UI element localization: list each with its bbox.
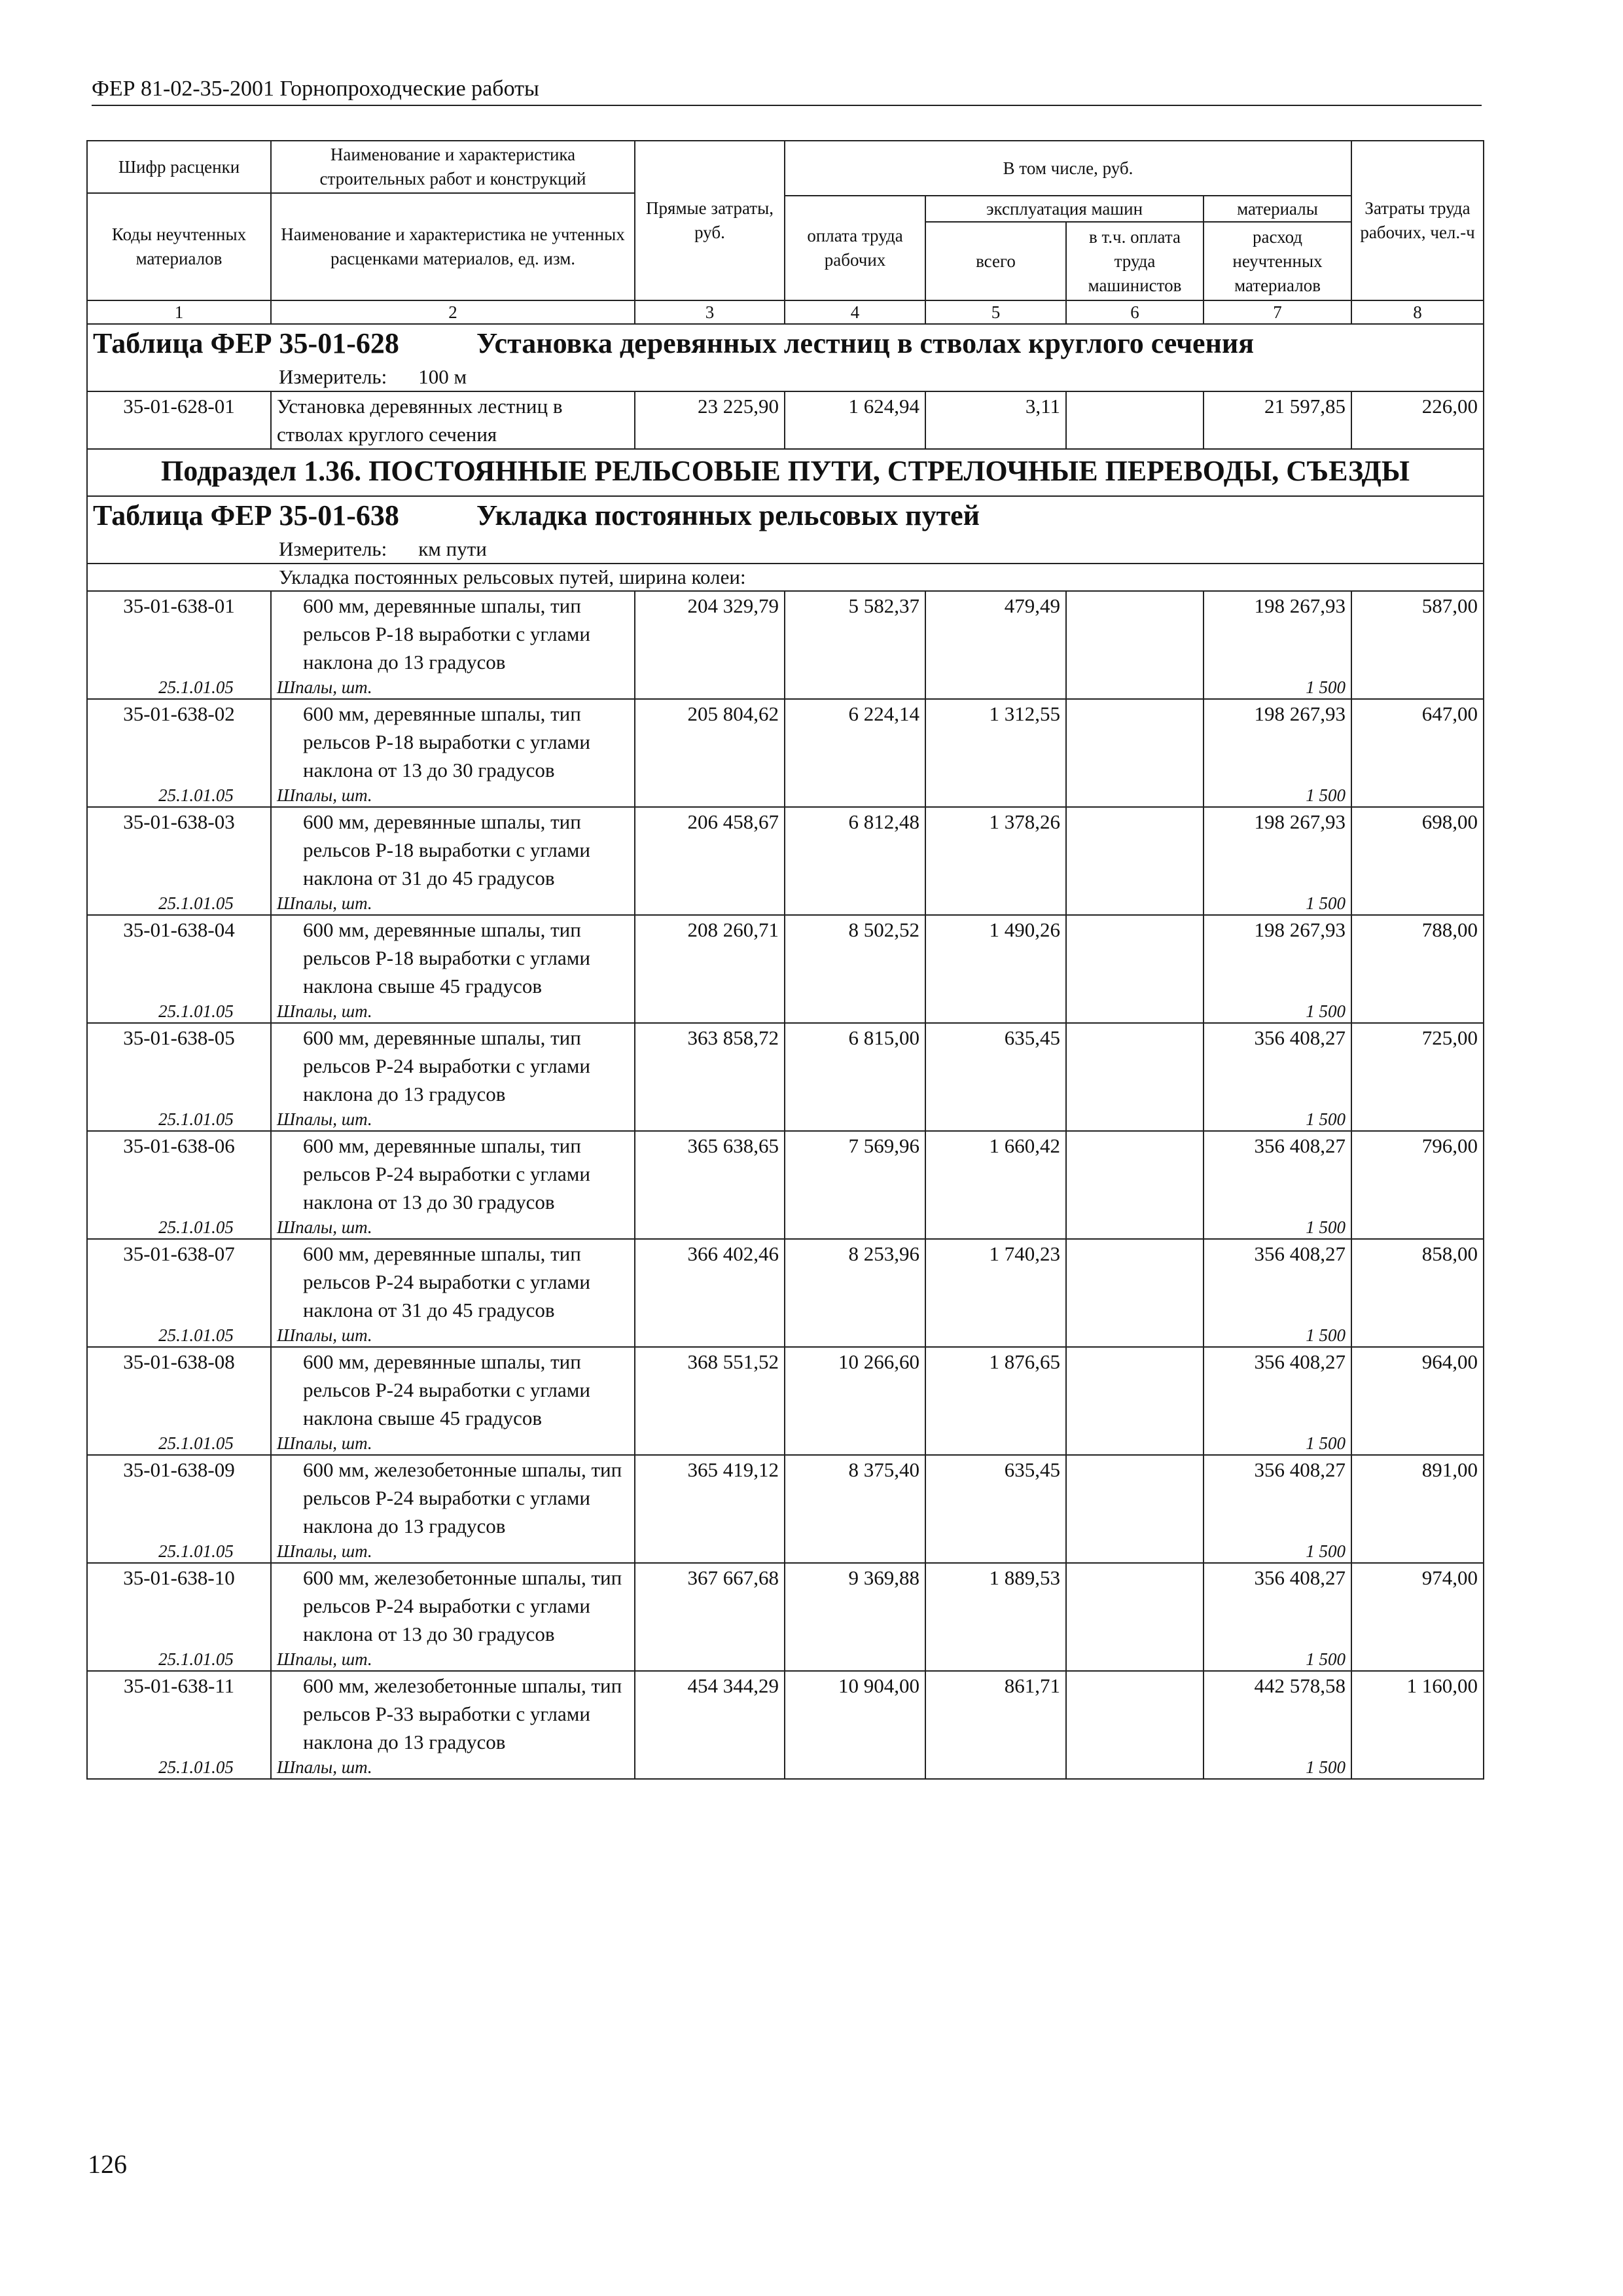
machinists-pay: [1066, 1455, 1204, 1540]
labor-hours: 788,00: [1351, 915, 1484, 1000]
empty-cell: [1066, 1648, 1204, 1671]
material-row: [87, 784, 1484, 807]
direct-costs: 208 260,71: [635, 915, 785, 1000]
rate-name: 600 мм, железобетонные шпалы, тип рельсов Р-24 выработки с углами наклона от 13 до 30 градусов: [271, 1563, 635, 1648]
labor-pay: 6 815,00: [785, 1023, 925, 1108]
machines-total: 1 490,26: [925, 915, 1066, 1000]
empty-cell: [925, 1648, 1066, 1671]
rate-name: 600 мм, деревянные шпалы, тип рельсов Р-24 выработки с углами наклона от 31 до 45 градусов: [271, 1239, 635, 1324]
empty-cell: [1351, 1216, 1484, 1239]
direct-costs: 367 667,68: [635, 1563, 785, 1648]
material-quantity: 1 500: [1204, 784, 1351, 807]
materials: 198 267,93: [1204, 591, 1351, 676]
empty-cell: [1351, 1108, 1484, 1131]
meter-row: [87, 535, 1484, 564]
labor-hours: 796,00: [1351, 1131, 1484, 1216]
labor-pay: 8 253,96: [785, 1239, 925, 1324]
meter-unit: км пути: [418, 537, 487, 560]
empty-cell: [785, 1540, 925, 1563]
empty-cell: [1351, 1756, 1484, 1779]
rate-name: 600 мм, деревянные шпалы, тип рельсов Р-18 выработки с углами наклона от 31 до 45 градусов: [271, 807, 635, 892]
materials: 356 408,27: [1204, 1023, 1351, 1108]
empty-cell: [925, 892, 1066, 915]
column-number: 8: [1351, 300, 1484, 324]
labor-hours: 891,00: [1351, 1455, 1484, 1540]
machines-total: 1 660,42: [925, 1131, 1066, 1216]
direct-costs: 366 402,46: [635, 1239, 785, 1324]
empty-cell: [1351, 1648, 1484, 1671]
table-name: Установка деревянных лестниц в стволах круглого сечения: [476, 327, 1255, 359]
rate-code: 35-01-638-07: [87, 1239, 271, 1324]
material-name: Шпалы, шт.: [271, 1756, 635, 1779]
rate-name: Установка деревянных лестниц в стволах круглого сечения: [271, 391, 635, 449]
labor-hours: 647,00: [1351, 699, 1484, 784]
machines-total: 1 740,23: [925, 1239, 1066, 1324]
empty-cell: [1066, 1324, 1204, 1347]
machines-total: 861,71: [925, 1671, 1066, 1756]
empty-cell: [925, 1216, 1066, 1239]
empty-cell: [635, 1540, 785, 1563]
material-row: [87, 1432, 1484, 1455]
table-row: [87, 1239, 1484, 1324]
labor-hours: 858,00: [1351, 1239, 1484, 1324]
empty-cell: [1351, 892, 1484, 915]
machinists-pay: [1066, 1347, 1204, 1432]
material-row: [87, 676, 1484, 699]
material-code: 25.1.01.05: [87, 1432, 271, 1455]
material-name: Шпалы, шт.: [271, 1324, 635, 1347]
labor-pay: 5 582,37: [785, 591, 925, 676]
material-row: [87, 1108, 1484, 1131]
material-quantity: 1 500: [1204, 676, 1351, 699]
direct-costs: 454 344,29: [635, 1671, 785, 1756]
materials: 356 408,27: [1204, 1131, 1351, 1216]
machinists-pay: [1066, 807, 1204, 892]
labor-pay: 8 375,40: [785, 1455, 925, 1540]
empty-cell: [635, 1432, 785, 1455]
empty-cell: [1066, 1540, 1204, 1563]
material-code: 25.1.01.05: [87, 784, 271, 807]
empty-cell: [1066, 1108, 1204, 1131]
rate-code: 35-01-638-11: [87, 1671, 271, 1756]
machinists-pay: [1066, 591, 1204, 676]
table-body: [87, 141, 1484, 1779]
table-row: [87, 1455, 1484, 1540]
material-row: [87, 1324, 1484, 1347]
page-number: 126: [88, 2149, 127, 2179]
rates-table-wrap: [86, 140, 1483, 1780]
rate-name: 600 мм, деревянные шпалы, тип рельсов Р-24 выработки с углами наклона свыше 45 градусов: [271, 1347, 635, 1432]
material-name: Шпалы, шт.: [271, 1216, 635, 1239]
material-quantity: 1 500: [1204, 1432, 1351, 1455]
column-number: 6: [1066, 300, 1204, 324]
empty-cell: [785, 1324, 925, 1347]
machines-total: 479,49: [925, 591, 1066, 676]
empty-cell: [635, 676, 785, 699]
rate-code: 35-01-638-01: [87, 591, 271, 676]
materials: 198 267,93: [1204, 807, 1351, 892]
material-quantity: 1 500: [1204, 1540, 1351, 1563]
machinists-pay: [1066, 1023, 1204, 1108]
empty-cell: [785, 1216, 925, 1239]
material-name: Шпалы, шт.: [271, 784, 635, 807]
machines-total: 1 378,26: [925, 807, 1066, 892]
material-code: 25.1.01.05: [87, 1216, 271, 1239]
materials: 356 408,27: [1204, 1347, 1351, 1432]
header-direct-costs: Прямые затраты, руб.: [635, 141, 785, 300]
direct-costs: 363 858,72: [635, 1023, 785, 1108]
column-number: 4: [785, 300, 925, 324]
table-title-628: [87, 324, 1484, 363]
machines-total: 1 889,53: [925, 1563, 1066, 1648]
header-code: Шифр расценки: [87, 141, 271, 193]
rate-code: 35-01-638-06: [87, 1131, 271, 1216]
empty-cell: [1351, 784, 1484, 807]
labor-pay: 6 812,48: [785, 807, 925, 892]
material-quantity: 1 500: [1204, 1216, 1351, 1239]
empty-cell: [635, 1216, 785, 1239]
material-name: Шпалы, шт.: [271, 892, 635, 915]
header-materials-unaccounted: расход неучтенных материалов: [1204, 222, 1351, 300]
empty-cell: [925, 676, 1066, 699]
empty-cell: [635, 1756, 785, 1779]
empty-cell: [785, 1648, 925, 1671]
labor-pay: 1 624,94: [785, 391, 925, 449]
materials: 356 408,27: [1204, 1563, 1351, 1648]
direct-costs: 205 804,62: [635, 699, 785, 784]
empty-cell: [785, 1108, 925, 1131]
material-name: Шпалы, шт.: [271, 676, 635, 699]
labor-pay: 9 369,88: [785, 1563, 925, 1648]
header-labor-costs: Затраты труда рабочих, чел.-ч: [1351, 141, 1484, 300]
labor-pay: 10 266,60: [785, 1347, 925, 1432]
column-number: 5: [925, 300, 1066, 324]
meter-label: Измеритель:: [279, 537, 387, 560]
empty-cell: [1351, 676, 1484, 699]
rate-code: 35-01-628-01: [87, 391, 271, 449]
material-code: 25.1.01.05: [87, 1648, 271, 1671]
labor-hours: 226,00: [1351, 391, 1484, 449]
empty-cell: [635, 784, 785, 807]
empty-cell: [925, 1000, 1066, 1023]
empty-cell: [1351, 1324, 1484, 1347]
material-name: Шпалы, шт.: [271, 1108, 635, 1131]
rate-name: 600 мм, деревянные шпалы, тип рельсов Р-18 выработки с углами наклона до 13 градусов: [271, 591, 635, 676]
rate-code: 35-01-638-03: [87, 807, 271, 892]
column-number: 3: [635, 300, 785, 324]
empty-cell: [1351, 1000, 1484, 1023]
empty-cell: [635, 892, 785, 915]
rate-code: 35-01-638-04: [87, 915, 271, 1000]
machines-total: 3,11: [925, 391, 1066, 449]
direct-costs: 204 329,79: [635, 591, 785, 676]
machines-total: 1 312,55: [925, 699, 1066, 784]
labor-hours: 974,00: [1351, 1563, 1484, 1648]
machines-total: 635,45: [925, 1023, 1066, 1108]
header-machinists-pay: в т.ч. оплата труда машинистов: [1066, 222, 1204, 300]
material-name: Шпалы, шт.: [271, 1540, 635, 1563]
material-quantity: 1 500: [1204, 1756, 1351, 1779]
rate-name: 600 мм, железобетонные шпалы, тип рельсов Р-24 выработки с углами наклона до 13 градусов: [271, 1455, 635, 1540]
material-row: [87, 1648, 1484, 1671]
empty-cell: [785, 1000, 925, 1023]
subgroup-note: Укладка постоянных рельсовых путей, ширина колеи:: [87, 564, 1484, 591]
empty-cell: [635, 1000, 785, 1023]
empty-cell: [1066, 676, 1204, 699]
rate-name: 600 мм, деревянные шпалы, тип рельсов Р-24 выработки с углами наклона до 13 градусов: [271, 1023, 635, 1108]
material-row: [87, 1756, 1484, 1779]
rate-name: 600 мм, деревянные шпалы, тип рельсов Р-18 выработки с углами наклона свыше 45 градусов: [271, 915, 635, 1000]
table-code: Таблица ФЕР 35-01-638: [93, 499, 399, 531]
material-quantity: 1 500: [1204, 892, 1351, 915]
material-quantity: 1 500: [1204, 1324, 1351, 1347]
direct-costs: 365 638,65: [635, 1131, 785, 1216]
empty-cell: [1351, 1432, 1484, 1455]
machines-total: 635,45: [925, 1455, 1066, 1540]
rate-code: 35-01-638-02: [87, 699, 271, 784]
empty-cell: [1066, 784, 1204, 807]
header-labor-pay: оплата труда рабочих: [785, 196, 925, 300]
table-row: [87, 1671, 1484, 1756]
materials: 356 408,27: [1204, 1239, 1351, 1324]
rates-table: [86, 140, 1484, 1780]
table-row: [87, 1023, 1484, 1108]
material-row: [87, 1216, 1484, 1239]
rate-code: 35-01-638-10: [87, 1563, 271, 1648]
table-row: [87, 1563, 1484, 1648]
empty-cell: [925, 784, 1066, 807]
header-machines-total: всего: [925, 222, 1066, 300]
labor-pay: 7 569,96: [785, 1131, 925, 1216]
empty-cell: [635, 1324, 785, 1347]
rate-name: 600 мм, деревянные шпалы, тип рельсов Р-18 выработки с углами наклона от 13 до 30 градусов: [271, 699, 635, 784]
rate-name: 600 мм, деревянные шпалы, тип рельсов Р-24 выработки с углами наклона от 13 до 30 градусов: [271, 1131, 635, 1216]
column-number: 2: [271, 300, 635, 324]
empty-cell: [925, 1540, 1066, 1563]
material-row: [87, 1540, 1484, 1563]
empty-cell: [785, 784, 925, 807]
material-quantity: 1 500: [1204, 1000, 1351, 1023]
direct-costs: 206 458,67: [635, 807, 785, 892]
empty-cell: [635, 1648, 785, 1671]
labor-pay: 8 502,52: [785, 915, 925, 1000]
table-name: Укладка постоянных рельсовых путей: [476, 499, 980, 531]
page-header: ФЕР 81-02-35-2001 Горнопроходческие работы: [92, 73, 1482, 106]
material-name: Шпалы, шт.: [271, 1648, 635, 1671]
labor-pay: 6 224,14: [785, 699, 925, 784]
table-row: [87, 1347, 1484, 1432]
labor-hours: 964,00: [1351, 1347, 1484, 1432]
meter-row: [87, 363, 1484, 391]
empty-cell: [785, 676, 925, 699]
empty-cell: [785, 1756, 925, 1779]
table-row: [87, 915, 1484, 1000]
column-number: 7: [1204, 300, 1351, 324]
table-row: [87, 1131, 1484, 1216]
table-code: Таблица ФЕР 35-01-628: [93, 327, 399, 359]
empty-cell: [1066, 892, 1204, 915]
table-row: [87, 591, 1484, 676]
rate-code: 35-01-638-09: [87, 1455, 271, 1540]
labor-hours: 1 160,00: [1351, 1671, 1484, 1756]
empty-cell: [925, 1108, 1066, 1131]
labor-hours: 587,00: [1351, 591, 1484, 676]
empty-cell: [635, 1108, 785, 1131]
direct-costs: 368 551,52: [635, 1347, 785, 1432]
material-code: 25.1.01.05: [87, 1324, 271, 1347]
empty-cell: [785, 1432, 925, 1455]
column-number: 1: [87, 300, 271, 324]
materials: 21 597,85: [1204, 391, 1351, 449]
material-code: 25.1.01.05: [87, 1756, 271, 1779]
empty-cell: [1351, 1540, 1484, 1563]
header-including: В том числе, руб.: [785, 141, 1351, 196]
material-row: [87, 892, 1484, 915]
rate-name: 600 мм, железобетонные шпалы, тип рельсов Р-33 выработки с углами наклона до 13 градусов: [271, 1671, 635, 1756]
meter-unit: 100 м: [418, 365, 467, 388]
machinists-pay: [1066, 391, 1204, 449]
material-name: Шпалы, шт.: [271, 1000, 635, 1023]
material-code: 25.1.01.05: [87, 676, 271, 699]
material-code: 25.1.01.05: [87, 1000, 271, 1023]
table-row: [87, 807, 1484, 892]
machinists-pay: [1066, 1563, 1204, 1648]
machines-total: 1 876,65: [925, 1347, 1066, 1432]
empty-cell: [1066, 1000, 1204, 1023]
direct-costs: 23 225,90: [635, 391, 785, 449]
materials: 198 267,93: [1204, 699, 1351, 784]
rate-code: 35-01-638-05: [87, 1023, 271, 1108]
machinists-pay: [1066, 1131, 1204, 1216]
material-quantity: 1 500: [1204, 1648, 1351, 1671]
header-material-names: Наименование и характеристика не учтенных расценками материалов, ед. изм.: [271, 193, 635, 300]
header-name: Наименование и характеристика строительных работ и конструкций: [271, 141, 635, 193]
material-code: 25.1.01.05: [87, 1108, 271, 1131]
materials: 198 267,93: [1204, 915, 1351, 1000]
direct-costs: 365 419,12: [635, 1455, 785, 1540]
empty-cell: [925, 1432, 1066, 1455]
empty-cell: [925, 1324, 1066, 1347]
machinists-pay: [1066, 915, 1204, 1000]
materials: 442 578,58: [1204, 1671, 1351, 1756]
table-title-638: [87, 496, 1484, 535]
empty-cell: [1066, 1432, 1204, 1455]
meter-label: Измеритель:: [279, 365, 387, 388]
rate-code: 35-01-638-08: [87, 1347, 271, 1432]
machinists-pay: [1066, 1671, 1204, 1756]
materials: 356 408,27: [1204, 1455, 1351, 1540]
empty-cell: [1066, 1756, 1204, 1779]
header-material-codes: Коды неучтенных материалов: [87, 193, 271, 300]
machinists-pay: [1066, 1239, 1204, 1324]
section-title: Подраздел 1.36. ПОСТОЯННЫЕ РЕЛЬСОВЫЕ ПУТИ, СТРЕЛОЧНЫЕ ПЕРЕВОДЫ, СЪЕЗДЫ: [87, 449, 1484, 496]
material-quantity: 1 500: [1204, 1108, 1351, 1131]
machinists-pay: [1066, 699, 1204, 784]
header-machines: эксплуатация машин: [925, 196, 1204, 222]
material-row: [87, 1000, 1484, 1023]
header-materials: материалы: [1204, 196, 1351, 222]
empty-cell: [925, 1756, 1066, 1779]
labor-pay: 10 904,00: [785, 1671, 925, 1756]
empty-cell: [1066, 1216, 1204, 1239]
table-row: [87, 699, 1484, 784]
labor-hours: 698,00: [1351, 807, 1484, 892]
empty-cell: [785, 892, 925, 915]
material-code: 25.1.01.05: [87, 1540, 271, 1563]
labor-hours: 725,00: [1351, 1023, 1484, 1108]
material-name: Шпалы, шт.: [271, 1432, 635, 1455]
material-code: 25.1.01.05: [87, 892, 271, 915]
